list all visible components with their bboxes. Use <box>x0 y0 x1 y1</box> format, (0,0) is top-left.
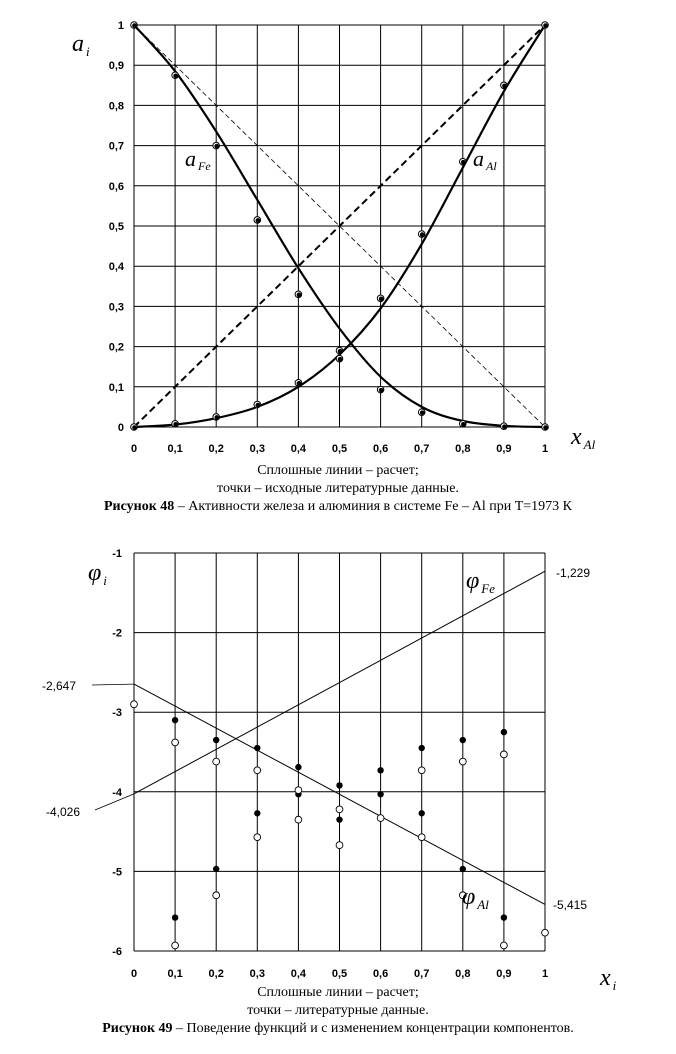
chart2-y-axis-label: φ $_i$ <box>88 560 107 588</box>
chart1-xtick-label: 1 <box>541 443 549 455</box>
chart1-caption-line2: точки – исходные литературные данные. <box>217 481 459 496</box>
chart1-data-point <box>214 415 219 420</box>
chart2-open-point <box>131 701 138 708</box>
chart2-open-point <box>336 806 343 813</box>
chart1-ytick-label: 0,7 <box>108 140 124 153</box>
chart2-open-point <box>542 929 549 936</box>
chart2-title: Поведение функций и с изменением концентрации компонентов. <box>186 1021 574 1036</box>
chart1-ytick-label: 0,3 <box>108 301 124 314</box>
chart1-xtick-label: 0,1 <box>167 443 183 455</box>
chart1-data-point <box>461 422 466 427</box>
chart1-data-point <box>338 357 343 362</box>
chart1-xtick-label: 0 <box>130 443 138 455</box>
chart1-data-point <box>214 144 219 149</box>
chart1-ytick-label: 0,5 <box>108 221 124 233</box>
chart1-xtick-label: 0,9 <box>496 443 512 455</box>
chart2-filled-point <box>460 737 466 743</box>
chart2-open-point <box>254 834 261 841</box>
chart1-data-point <box>132 23 137 28</box>
phi-function-chart <box>42 548 617 993</box>
chart1-data-point <box>543 23 548 28</box>
chart2-open-point <box>418 834 425 841</box>
chart1-data-point <box>338 349 343 354</box>
chart2-xtick-label: 1 <box>541 968 549 980</box>
chart1-data-point <box>420 232 425 237</box>
chart2-fe-start-value: -4,026 <box>46 805 81 819</box>
chart2-filled-point <box>501 729 507 735</box>
chart1-data-point <box>543 425 548 430</box>
chart1-afe-label: a Fe <box>185 146 211 173</box>
chart2-ytick-label: -3 <box>112 707 122 720</box>
chart2-filled-point <box>377 767 383 773</box>
chart2-ytick-label: -4 <box>112 786 122 799</box>
chart2-filled-point <box>501 914 507 920</box>
chart2-xtick-label: 0 <box>130 968 138 980</box>
chart2-ytick-label: -2 <box>112 627 122 640</box>
chart1-data-point <box>379 388 384 393</box>
chart2-filled-point <box>419 745 425 751</box>
chart2-al-start-value: -2,647 <box>42 679 77 693</box>
chart1-ytick-label: 0,1 <box>108 381 124 394</box>
chart2-caption-line2: точки – литературные данные. <box>247 1003 429 1018</box>
chart2-filled-point <box>419 810 425 816</box>
chart2-al-start-leader <box>92 684 134 685</box>
chart1-xtick-label: 0,4 <box>290 443 307 455</box>
chart2-open-point <box>213 892 220 899</box>
chart1-data-point <box>173 73 178 78</box>
chart1-xtick-label: 0,6 <box>372 443 389 455</box>
chart1-data-point <box>379 297 384 302</box>
chart2-filled-point <box>213 737 219 743</box>
chart2-filled-point <box>172 914 178 920</box>
chart2-fe-end-value: -1,229 <box>556 566 591 580</box>
chart2-filled-point <box>295 764 301 770</box>
chart2-open-point <box>501 942 508 949</box>
chart2-xtick-label: 0,1 <box>167 968 183 980</box>
chart1-ytick-label: 0,9 <box>108 60 124 73</box>
chart1-caption-line1: Сплошные линии – расчет; <box>257 463 419 478</box>
chart2-xtick-label: 0,4 <box>290 968 307 980</box>
chart2-ytick-label: -5 <box>112 866 122 879</box>
chart1-ytick-label: 0,8 <box>108 100 124 113</box>
chart1-xtick-label: 0,2 <box>208 443 224 455</box>
chart2-open-point <box>172 739 179 746</box>
chart2-open-point <box>336 842 343 849</box>
chart2-open-point <box>377 815 384 822</box>
chart1-data-point <box>256 403 261 408</box>
chart2-filled-point <box>377 791 383 797</box>
chart2-ytick-label: -1 <box>112 548 122 560</box>
chart2-xtick-label: 0,6 <box>372 968 389 980</box>
chart1-aal-label: a Al <box>473 146 497 173</box>
chart2-filled-point <box>460 866 466 872</box>
chart1-data-point <box>502 84 507 89</box>
chart2-filled-point <box>336 782 342 788</box>
chart1-ytick-label: 0,2 <box>108 341 124 354</box>
chart2-xtick-label: 0,8 <box>455 968 471 980</box>
chart1-data-point <box>173 422 178 427</box>
chart1-ytick-label: 0 <box>117 422 124 434</box>
chart2-x-axis-label: x $_i$ <box>600 965 617 993</box>
chart2-open-point <box>213 758 220 765</box>
chart1-y-axis-label: a $_i$ <box>72 31 90 59</box>
chart2-open-point <box>172 942 179 949</box>
chart1-caption <box>0 462 676 516</box>
chart2-xtick-label: 0,7 <box>414 968 430 980</box>
chart2-al-end-value: -5,415 <box>553 898 588 912</box>
chart1-data-point <box>420 410 425 415</box>
chart1-x-axis-label: x $_{Al}$ <box>571 424 596 452</box>
chart2-filled-point <box>213 866 219 872</box>
chart1-data-point <box>132 425 137 430</box>
chart2-xtick-label: 0,5 <box>331 968 348 980</box>
chart2-phi-al-label: φ $_{Al}$ <box>462 884 489 912</box>
chart2-open-point <box>501 751 508 758</box>
chart2-ytick-label: -6 <box>112 946 122 958</box>
chart1-data-point <box>297 293 302 298</box>
chart1-figure-label: Рисунок 48 <box>103 499 175 514</box>
chart1-data-point <box>461 160 466 165</box>
chart1-data-point <box>297 381 302 386</box>
chart2-filled-point <box>336 816 342 822</box>
chart2-xtick-label: 0,2 <box>208 968 224 980</box>
chart2-xtick-label: 0,9 <box>496 968 512 980</box>
chart1-ytick-label: 1 <box>117 20 124 32</box>
chart2-filled-point <box>254 745 260 751</box>
chart1-data-point <box>256 218 261 223</box>
chart2-open-point <box>418 767 425 774</box>
chart2-caption <box>0 984 676 1038</box>
chart2-open-point <box>295 816 302 823</box>
chart2-open-point <box>459 758 466 765</box>
chart1-ytick-label: 0,4 <box>108 261 124 274</box>
chart1-figure-title: Рисунок 48 – Активности железа и алюминия в системе Fe – Al при T=1973 К <box>103 499 572 514</box>
chart1-ytick-label: 0,6 <box>108 180 124 193</box>
chart2-figure-title: Рисунок 49 – Поведение функций и с изменением концентрации компонентов. <box>102 1021 574 1036</box>
chart2-open-point <box>254 767 261 774</box>
chart2-filled-point <box>254 810 260 816</box>
chart2-xtick-label: 0,3 <box>249 968 265 980</box>
chart1-xtick-label: 0,5 <box>331 443 348 455</box>
chart1-data-point <box>502 424 507 429</box>
chart2-figure-label: Рисунок 49 <box>102 1021 173 1036</box>
chart2-open-point <box>295 787 302 794</box>
chart2-caption-line1: Сплошные линии – расчет; <box>257 985 419 1000</box>
chart2-phi-fe-label: φ $_{Fe}$ <box>466 568 495 596</box>
chart1-xtick-label: 0,8 <box>455 443 471 455</box>
chart1-xtick-label: 0,7 <box>414 443 430 455</box>
chart1-xtick-label: 0,3 <box>249 443 265 455</box>
chart1-title: Активности железа и алюминия в системе Fe – Al при T=1973 К <box>188 499 572 514</box>
activity-chart <box>72 20 596 455</box>
chart2-filled-point <box>172 717 178 723</box>
